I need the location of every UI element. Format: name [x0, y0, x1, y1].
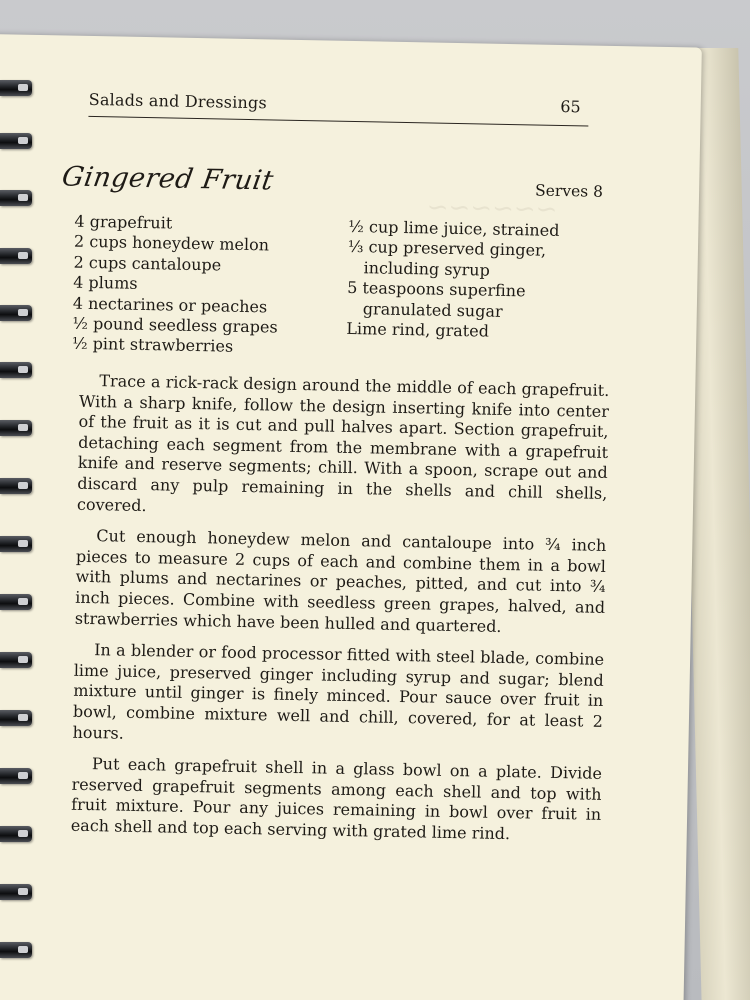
- spiral-binding-ring-icon: [0, 710, 32, 726]
- spiral-binding-ring-icon: [0, 652, 32, 668]
- ingredient-item: 4 nectarines or peaches: [72, 293, 268, 316]
- spiral-binding-ring-icon: [0, 826, 32, 842]
- ingredient-item: 2 cups cantaloupe: [73, 252, 222, 275]
- book-page: [0, 34, 702, 1000]
- running-head: [88, 88, 588, 127]
- ingredient-item: 4 grapefruit: [74, 211, 173, 233]
- spiral-binding-ring-icon: [0, 133, 32, 149]
- serves-count: Serves 8: [534, 181, 604, 201]
- spiral-binding-ring-icon: [0, 190, 32, 206]
- spiral-binding: [0, 0, 40, 1000]
- ingredient-item-continued: including syrup: [363, 258, 490, 280]
- spiral-binding-ring-icon: [0, 536, 32, 552]
- ingredient-item: ⅓ cup preserved ginger,: [347, 237, 547, 261]
- spiral-binding-ring-icon: [0, 248, 32, 264]
- direction-paragraph: Cut enough honeydew melon and cantaloupe into ¾ inch pieces to measure 2 cups of each and combine them in a bowl with plums and nectarines or peaches, pitted, and cut into ¾ inch pieces. Combine with seedless green grapes, halved, and strawberries which have been hulled and quartered.: [74, 526, 607, 636]
- spiral-binding-ring-icon: [0, 80, 32, 96]
- spiral-binding-ring-icon: [0, 942, 32, 958]
- ingredient-item: 5 teaspoons superfine: [347, 278, 526, 301]
- page-number: 65: [560, 96, 581, 117]
- spiral-binding-ring-icon: [0, 362, 32, 378]
- ingredient-item: ½ cup lime juice, strained: [348, 216, 560, 240]
- ingredient-item: 2 cups honeydew melon: [73, 232, 270, 255]
- ingredients-left-column: [72, 212, 280, 359]
- direction-paragraph: Trace a rick-rack design around the middle of each grapefruit. With a sharp knife, follow the design inserting knife into center of the fruit as it is cut and pull halves apart. Section grapefruit, detaching each segment from the membrane with a grapefruit knife and reserve segments; chill. With a spoon, scrape out and discard any pulp remaining in the shells and chill shells, covered.: [76, 371, 610, 515]
- ingredient-item-continued: granulated sugar: [362, 298, 503, 321]
- spiral-binding-ring-icon: [0, 478, 32, 494]
- section-title: Salads and Dressings: [88, 89, 268, 113]
- ingredient-item: ½ pint strawberries: [71, 334, 234, 357]
- spiral-binding-ring-icon: [0, 884, 32, 900]
- ingredients-right-column: [346, 217, 559, 343]
- direction-paragraph: In a blender or food processor fitted with steel blade, combine lime juice, preserved ginger including syrup and sugar; blend mixture until ginger is finely minced. Pour sauce over fruit in bowl, combine mixture well and chill, covered, for at least 2 hours.: [72, 640, 605, 743]
- recipe-title: Gingered Fruit: [59, 161, 276, 197]
- spiral-binding-ring-icon: [0, 768, 32, 784]
- direction-paragraph: Put each grapefruit shell in a glass bowl on a plate. Divide reserved grapefruit segments among each shell and top with fruit mixture. Pour any juices remaining in bowl over fruit in each shell and top each serving with grated lime rind.: [70, 754, 603, 844]
- ingredient-item: ½ pound seedless grapes: [72, 313, 278, 337]
- show-through-shadow: ~~~~~~: [426, 192, 558, 225]
- ingredient-item: Lime rind, grated: [346, 318, 490, 341]
- spiral-binding-ring-icon: [0, 594, 32, 610]
- spiral-binding-ring-icon: [0, 305, 32, 321]
- ingredient-item: 4 plums: [73, 272, 138, 294]
- recipe-directions: [70, 371, 609, 858]
- spiral-binding-ring-icon: [0, 420, 32, 436]
